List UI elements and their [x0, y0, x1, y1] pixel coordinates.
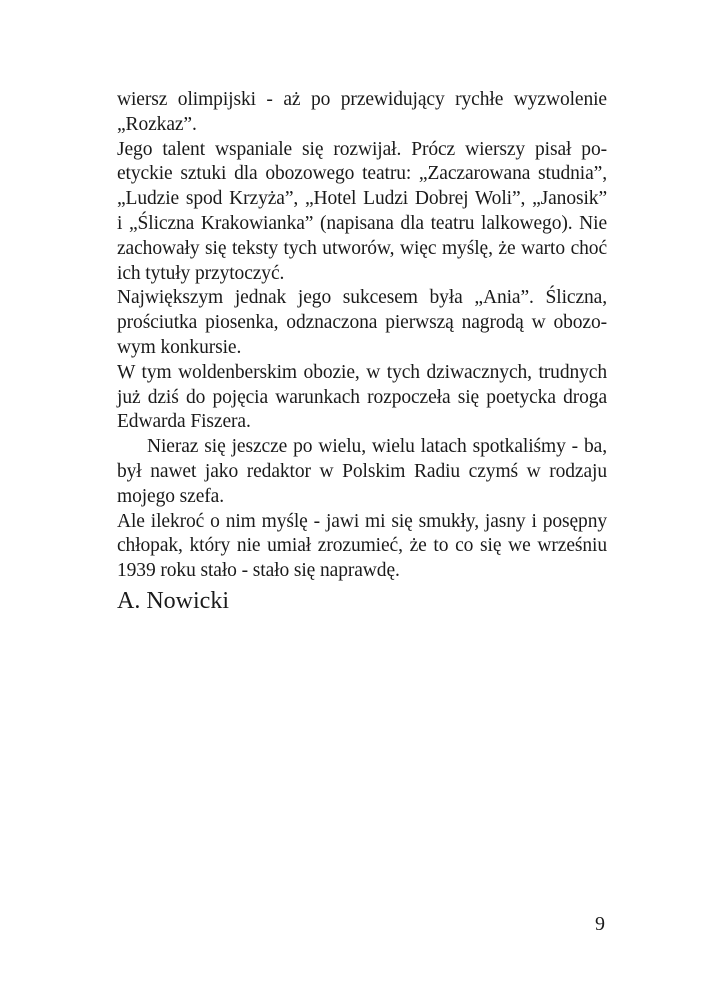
text-line: 1939 roku stało - stało się naprawdę. — [117, 560, 400, 582]
text-line: Jego talent wspaniale się rozwijał. Prócz wierszy pisał po- — [117, 138, 607, 160]
text-line: „Rozkaz”. — [117, 113, 197, 135]
text-line: zachowały się teksty tych utworów, więc myślę, że warto choć — [117, 237, 607, 259]
text-line: był nawet jako redaktor w Polskim Radiu czymś w rodzaju — [117, 460, 607, 482]
text-line: Największym jednak jego sukcesem była „Ania”. Śliczna, — [117, 287, 607, 309]
text-line: etyckie sztuki dla obozowego teatru: „Zaczarowana studnia”, — [117, 163, 607, 185]
text-line: „Ludzie spod Krzyża”, „Hotel Ludzi Dobrej Woli”, „Janosik” — [117, 188, 607, 210]
text-line: już dziś do pojęcia warunkach rozpoczeła się poetycka droga — [117, 386, 607, 408]
text-line: wiersz olimpijski - aż po przewidujący rychłe wyzwolenie — [117, 89, 607, 110]
page-number: 9 — [595, 913, 605, 935]
text-line: prościutka piosenka, odznaczona pierwszą nagrodą w obozo- — [117, 312, 607, 334]
text-line: W tym woldenberskim obozie, w tych dziwacznych, trudnych — [117, 361, 607, 383]
text-line: i „Śliczna Krakowianka” (napisana dla teatru lalkowego). Nie — [117, 212, 607, 234]
text-line: wym konkursie. — [117, 336, 242, 358]
body-text — [117, 88, 607, 584]
text-line: chłopak, który nie umiał zrozumieć, że to co się we wrześniu — [117, 535, 607, 557]
author-signature: A. Nowicki — [117, 588, 229, 614]
text-line: Nieraz się jeszcze po wielu, wielu latach spotkaliśmy - ba, — [147, 436, 607, 458]
text-line: Ale ilekroć o nim myślę - jawi mi się smukły, jasny i posępny — [117, 510, 607, 532]
text-line: mojego szefa. — [117, 485, 224, 507]
text-line: Edwarda Fiszera. — [117, 411, 251, 433]
text-line: ich tytuły przytoczyć. — [117, 262, 285, 284]
